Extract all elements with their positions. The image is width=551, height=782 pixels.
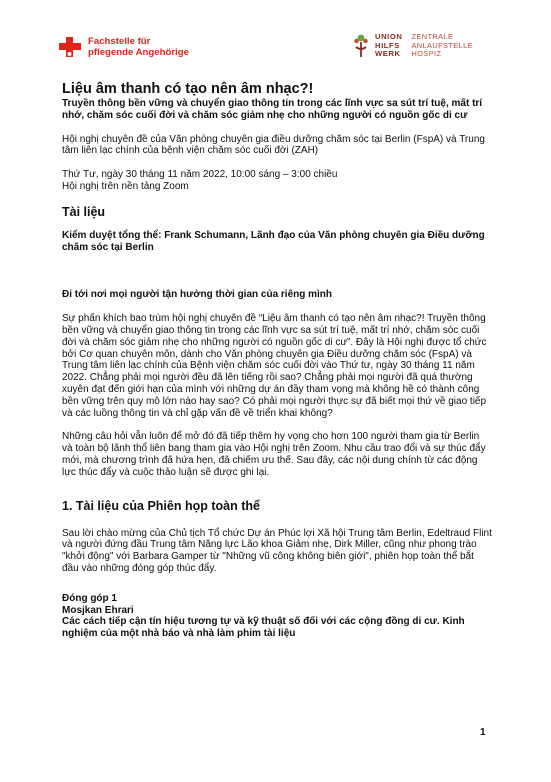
moderation-line: Kiểm duyệt tổng thể: Frank Schumann, Lãnh đạo của Văn phòng chuyên gia Điều dưỡng chăm sóc tại Berlin — [62, 229, 485, 253]
section-heading-plenary: 1. Tài liệu của Phiên họp toàn thể — [62, 498, 260, 513]
union-hilfswerk-text — [375, 33, 402, 59]
page-header — [0, 0, 551, 70]
date-line: Thứ Tư, ngày 30 tháng 11 năm 2022, 10:00 sáng – 3:00 chiều — [62, 169, 338, 181]
contribution-label: Đóng góp 1 — [62, 592, 117, 604]
paragraph-1: Sự phấn khích bao trùm hội nghị chuyên đề “Liệu âm thanh có tạo nên âm nhạc?! Truyền thông bền vững và chuyển giao thông tin trong các lĩnh vực sa sút trí tuệ, mất trí nhớ, chăm sóc cuối đời và chăm sóc giảm nhẹ cho những người có nguồn gốc di cư”. Đây là Hội nghị được tổ chức bởi Cơ quan chuyên môn, dành cho Văn phòng chuyên gia Điều dưỡng chăm sóc (FspA) và Trung tâm liên lạc chính của Bệnh viện chăm sóc cuối đời vào Thứ tư, ngày 30 tháng 11 năm 2022. Chẳng phải mọi người đều đã lên tiếng rồi sao? Chẳng phải mọi người đã quá thường xuyên đạt đến giới hạn của mình với những dự án đầy tham vọng mà không hề có thành công bền vững trên quy mô lớn nào hay sao? Có phải mọi người thực sự đã biết mọi thứ về giao tiếp và các luồng thông tin và chỉ gặp vấn đề về triển khai không? — [62, 313, 487, 419]
document-body — [62, 80, 492, 640]
tree-figure-icon — [352, 33, 370, 59]
document-subtitle: Truyền thông bền vững và chuyển giao thông tin trong các lĩnh vực sa sút trí tuệ, mất trí nhớ, chăm sóc cuối đời và chăm sóc giảm nhẹ cho những người có nguồn gốc di cư — [62, 98, 483, 121]
fachstelle-logo — [58, 36, 189, 58]
org-line2: HILFS — [375, 40, 400, 50]
slogan-line: Đi tới nơi mọi người tận hưởng thời gian của riêng mình — [62, 289, 333, 301]
intro-paragraph: Hội nghị chuyên đề của Văn phòng chuyên gia điều dưỡng chăm sóc tại Berlin (FspA) và Trung tâm liên lạc chính của bệnh viện chăm sóc cuối đời (ZAH) — [62, 133, 485, 157]
unionhilfswerk-logo — [352, 33, 473, 59]
unit-line3: HOSPIZ — [411, 49, 442, 59]
paragraph-3: Sau lời chào mừng của Chủ tịch Tổ chức Dự án Phúc lợi Xã hội Trung tâm Berlin, Edeltraud Flint và người đứng đầu Trung tâm Năng lực Lão khoa Giảm nhẹ, Dirk Miller, cũng như phong trào "khởi động" với Barbara Gamper từ "Những vũ công không biên giới", phiên họp toàn thể bắt đầu vào những đóng góp thúc đẩy. — [62, 527, 492, 574]
document-title: Liệu âm thanh có tạo nên âm nhạc?! — [62, 81, 314, 97]
unit-line2: ANLAUFSTELLE — [411, 40, 473, 50]
section-heading-documents: Tài liệu — [62, 204, 106, 219]
org-line1: UNION — [375, 32, 403, 41]
contribution-author: Mosjkan Ehrari — [62, 604, 134, 616]
org-line3: WERK — [375, 49, 401, 59]
paragraph-2: Những câu hỏi vẫn luôn để mở đó đã tiếp thêm hy vọng cho hơn 100 người tham gia từ Berlin và toàn bộ lãnh thổ liên bang tham gia vào Hội nghị trên Zoom. Nhu cầu trao đổi và sự thúc đẩy mới, mà chương trình đã hứa hẹn, đã chiếm ưu thế. Sau đây, các nội dung chính từ các động lực thúc đẩy và cuộc thảo luận sẽ được ghi lại. — [62, 431, 486, 478]
contribution-title: Các cách tiếp cận tín hiệu tương tự và kỹ thuật số đối với các cộng đồng di cư. Kinh nghiệm của một nhà báo và nhà làm phim tài liệu — [62, 616, 465, 640]
venue-line: Hội nghị trên nền tảng Zoom — [62, 180, 189, 192]
unit-line1: ZENTRALE — [411, 32, 454, 41]
zentrale-anlaufstelle-text — [411, 33, 472, 59]
fachstelle-logo-text — [88, 36, 189, 58]
fachstelle-logo-line1: Fachstelle für — [88, 36, 151, 47]
page-number: 1 — [480, 727, 486, 738]
red-cross-puzzle-icon — [58, 36, 84, 58]
fachstelle-logo-line2: pflegende Angehörige — [88, 47, 189, 58]
